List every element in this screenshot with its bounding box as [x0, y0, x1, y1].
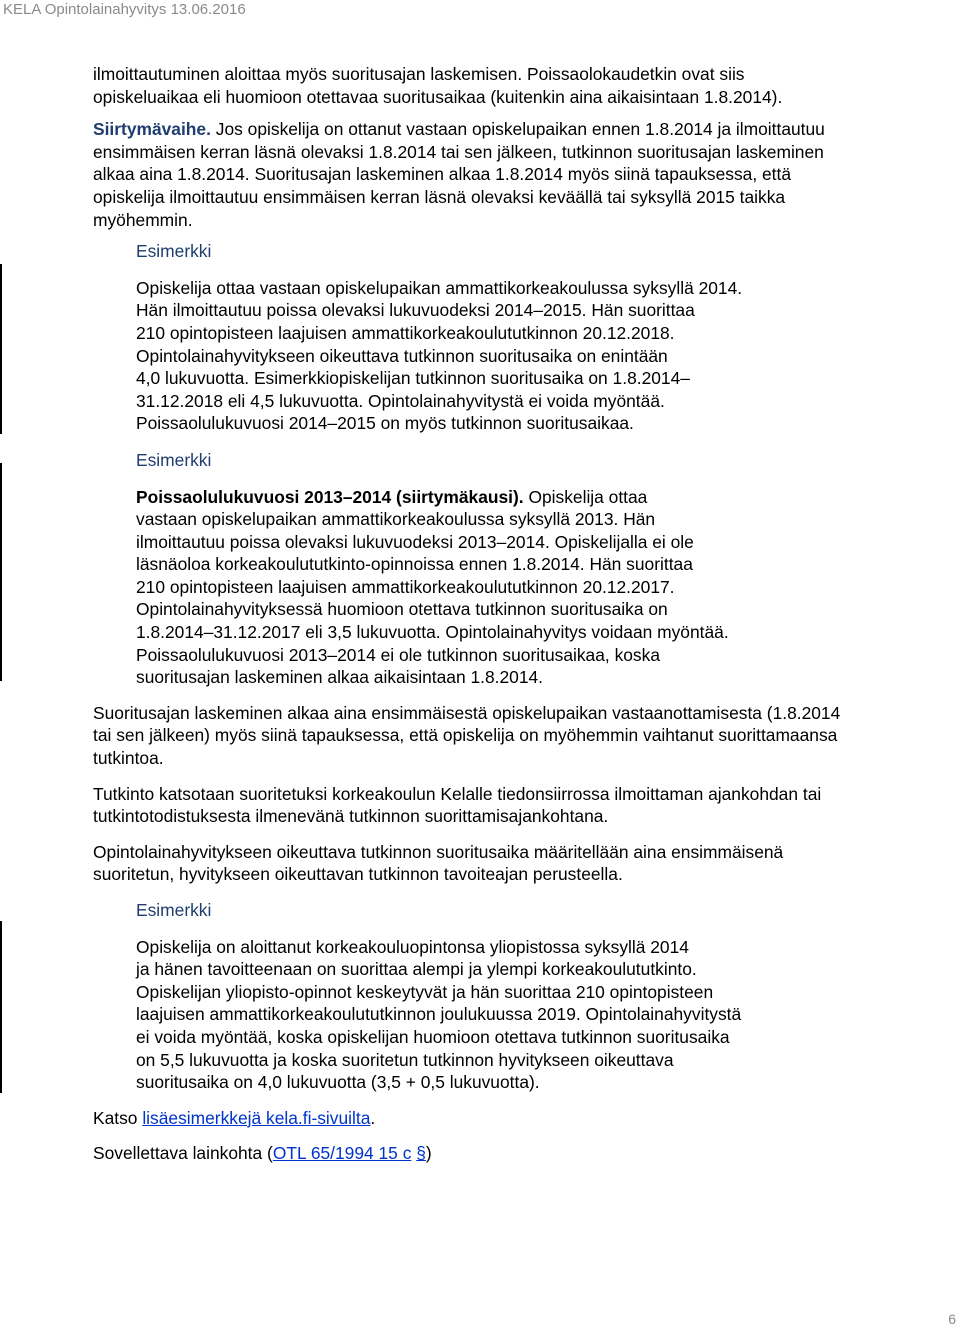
margin-bar	[0, 463, 2, 681]
header-title: KELA Opintolainahyvitys 13.06.2016	[3, 1, 246, 18]
example-block-2	[93, 449, 948, 689]
page-number: 6	[948, 1311, 956, 1327]
document-body	[93, 63, 948, 1165]
example-block-1	[93, 240, 948, 435]
margin-bar	[0, 921, 2, 1093]
margin-bar	[0, 264, 2, 434]
example-title: Esimerkki	[136, 900, 212, 920]
example-text: Poissaolulukuvuosi 2013–2014 (siirtymäkausi). Opiskelija ottaa vastaan opiskelupaikan ammattikorkeakoulussa syksyllä 2013. Hän ilmoittautuu poissa olevaksi lukuvuodeksi 2013–2014. Opiskelijalla ei ole läsnäoloa korkeakoulututkinto-opinnoissa ennen 1.8.2014. Hän suorittaa 210 opintopisteen laajuisen ammattikorkeakoulututkinnon 20.12.2017. Opintolainahyvityksessä huomioon otettava tutkinnon suoritusaika on 1.8.2014–31.12.2017 eli 3,5 lukuvuotta. Opintolainahyvitys voidaan myöntää. Poissaolulukuvuosi 2013–2014 ei ole tutkinnon suoritusaikaa, koska suoritusajan laskeminen alkaa aikaisintaan 1.8.2014.	[136, 486, 729, 688]
law-link[interactable]: OTL 65/1994 15 c	[272, 1143, 412, 1164]
paragraph-continuation: ilmoittautuminen aloittaa myös suoritusajan laskemisen. Poissaolokaudetkin ovat siis opiskeluaikaa eli huomioon otettavaa suoritusaikaa (kuitenkin aina aikaisintaan 1.8.2014).	[93, 64, 783, 107]
transition-label: Siirtymävaihe.	[93, 119, 211, 140]
section-link[interactable]: §	[416, 1143, 426, 1164]
paragraph-entitlement: Opintolainahyvitykseen oikeuttava tutkinnon suoritusaika määritellään aina ensimmäisenä suoritetun, hyvitykseen oikeuttavan tutkinnon tavoiteajan perusteella.	[93, 841, 784, 885]
example-title: Esimerkki	[136, 449, 212, 470]
example-text: Opiskelija ottaa vastaan opiskelupaikan ammattikorkeakoulussa syksyllä 2014. Hän ilmoittautuu poissa olevaksi lukuvuodeksi 2014–2015. Hän suorittaa 210 opintopisteen laajuisen ammattikorkeakoulututkinnon 20.12.2018. Opintolainahyvitykseen oikeuttava tutkinnon suoritusaika on enintään 4,0 lukuvuotta. Esimerkkiopiskelijan tutkinnon suoritusaika on 1.8.2014– 31.12.2018 eli 4,5 lukuvuotta. Opintolainahyvitystä ei voida myöntää. Poissaolulukuvuosi 2014–2015 on myös tutkinnon suoritusaikaa.	[136, 277, 743, 434]
paragraph-transition: Siirtymävaihe. Jos opiskelija on ottanut vastaan opiskelupaikan ennen 1.8.2014 ja ilmoittautuu ensimmäisen kerran läsnä olevaksi 1.8.2014 tai sen jälkeen, tutkinnon suoritusajan laskeminen alkaa aina 1.8.2014. Suoritusajan laskeminen alkaa 1.8.2014 myös siinä tapauksessa, että opiskelija ilmoittautuu ensimmäisen kerran läsnä olevaksi keväällä tai syksyllä 2015 taikka myöhemmin.	[93, 119, 825, 230]
page-header	[0, 0, 960, 22]
example-block-3	[93, 899, 948, 1094]
paragraph-calculation-start: Suoritusajan laskeminen alkaa aina ensimmäisestä opiskelupaikan vastaanottamisesta (1.8.2014 tai sen jälkeen) myös siinä tapauksessa, että opiskelija on myöhemmin vaihtanut suorittamaansa tutkintoa.	[93, 702, 841, 769]
see-also-line: Katso lisäesimerkkejä kela.fi-sivuilta.	[93, 1107, 376, 1128]
law-reference-line: Sovellettava lainkohta (OTL 65/1994 15 c §)	[93, 1143, 432, 1164]
examples-link[interactable]: lisäesimerkkejä kela.fi-sivuilta	[142, 1107, 371, 1128]
example-title: Esimerkki	[136, 241, 212, 262]
paragraph-completion: Tutkinto katsotaan suoritetuksi korkeakoulun Kelalle tiedonsiirrossa ilmoittaman ajankohdan tai tutkintotodistuksesta ilmenevänä tutkinnon suorittamisajankohtana.	[93, 783, 822, 827]
example-text: Opiskelija on aloittanut korkeakouluopintonsa yliopistossa syksyllä 2014 ja hänen tavoitteenaan on suorittaa alempi ja ylempi korkeakoulututkinto. Opiskelijan yliopisto-opinnot keskeytyvät ja hän suorittaa 210 opintopisteen laajuisen ammattikorkeakoulututkinnon joulukuussa 2019. Opintolainahyvitystä ei voida myöntää, koska opiskelijan huomioon otettava tutkinnon suoritusaika on 5,5 lukuvuotta ja koska suoritetun tutkinnon hyvitykseen oikeuttava suoritusaika on 4,0 lukuvuotta (3,5 + 0,5 lukuvuotta).	[136, 936, 742, 1093]
